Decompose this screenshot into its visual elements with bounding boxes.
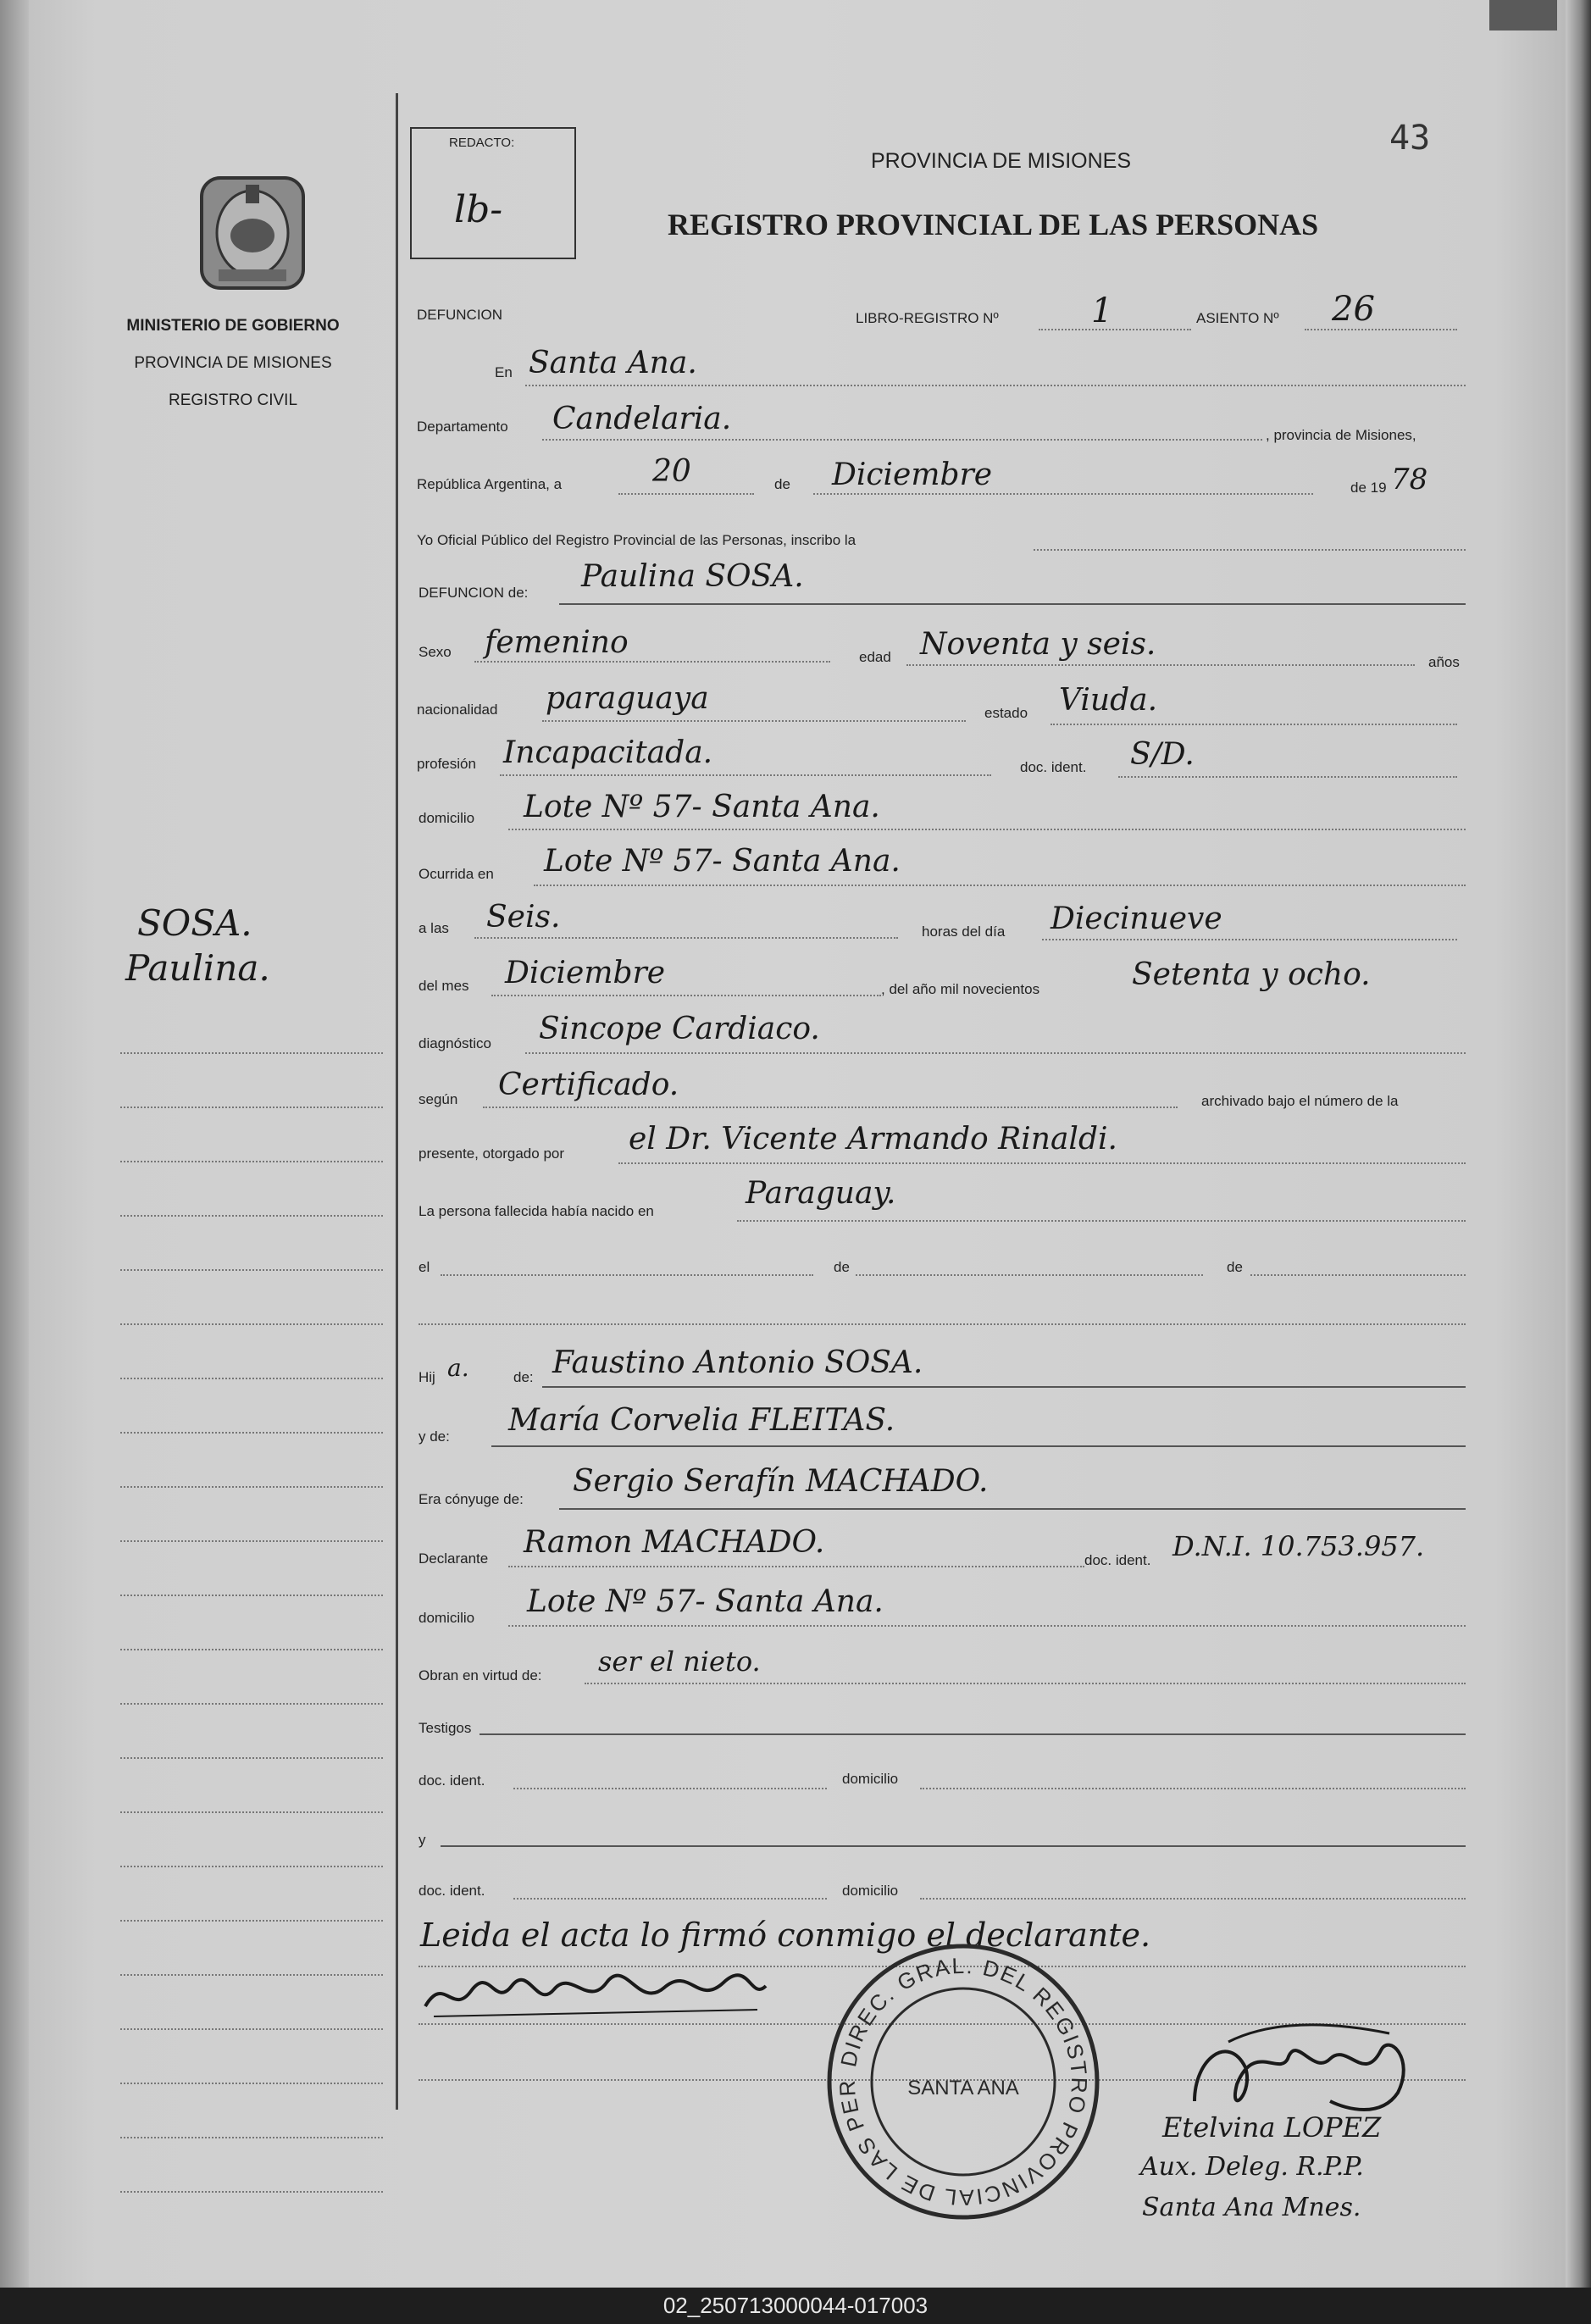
doc-dots [1118,776,1457,778]
domicilio2-label: domicilio [419,1610,475,1626]
alas-label: a las [419,920,449,936]
obran-dots [585,1683,1466,1684]
doc-label: doc. ident. [1020,759,1087,775]
book-top-edge [1489,0,1557,31]
el-dots [441,1274,813,1276]
mes-dots [491,995,881,996]
presente-value: el Dr. Vicente Armando Rinaldi. [629,1122,1117,1156]
provincia-label: , provincia de Misiones, [1266,427,1416,443]
el-label: el [419,1259,430,1275]
estado-dots [1051,724,1457,725]
declarant-signature [419,1957,774,2025]
redacto-box [410,127,576,259]
domicilio2-dots [508,1625,1466,1627]
official-stamp [823,1942,1103,2221]
profesion-dots [500,774,991,776]
year-prefix-label: de 19 [1350,480,1387,496]
doc2-label: doc. ident. [1084,1552,1151,1568]
nacido-label: La persona fallecida había nacido en [419,1203,654,1219]
domicilio-value: Lote Nº 57- Santa Ana. [524,790,880,824]
doc4-dots [513,1898,827,1900]
domicilio-label: domicilio [419,810,475,826]
ocurrida-dots [534,885,1466,886]
y-label: y [419,1832,426,1848]
ocurrida-label: Ocurrida en [419,866,494,882]
civil-registry-subtitle: REGISTRO CIVIL [168,391,298,409]
oficial-dots [1034,549,1466,551]
el-de-dots [856,1274,1203,1276]
document-id-footer: 02_250713000044-017003 [0,2288,1591,2324]
closing-note: Leida el acta lo firmó conmigo el declarante. [420,1916,1151,1954]
domicilio3-dots [920,1788,1466,1789]
declarante-dots [508,1566,1084,1567]
anos-label: años [1428,654,1460,670]
el-de2-dots [1250,1274,1466,1276]
libro-value: 1 [1091,291,1113,330]
obran-value: ser el nieto. [598,1645,761,1678]
estado-value: Viuda. [1059,683,1158,718]
province-subtitle: PROVINCIA DE MISIONES [134,354,332,372]
estado-label: estado [984,705,1028,721]
asiento-label: ASIENTO Nº [1196,310,1279,326]
republica-label: República Argentina, a [417,476,563,492]
conyuge-value: Sergio Serafín MACHADO. [573,1464,989,1499]
segun-label: según [419,1091,458,1107]
testigos-rule [480,1733,1466,1735]
deceased-label: DEFUNCION de: [419,585,529,601]
profesion-value: Incapacitada. [503,735,713,770]
nacionalidad-value: paraguaya [546,681,709,716]
month-value: Diciembre [832,458,993,492]
testigos-label: Testigos [419,1720,472,1736]
hij-suffix: a. [447,1354,469,1382]
asiento-value: 26 [1332,290,1375,329]
margin-ruled-lines [120,1000,383,2193]
departamento-value: Candelaria. [552,402,732,436]
segun-dots [483,1107,1178,1108]
deceased-rule [559,603,1466,605]
oficial-statement: Yo Oficial Público del Registro Provincial de las Personas, inscribo la [417,532,856,548]
book-binding [0,0,29,2288]
el-de2-label: de [1227,1259,1243,1275]
doc-value: S/D. [1130,737,1195,772]
month-dots [813,493,1313,495]
padre-rule [542,1386,1466,1388]
mes-value: Diciembre [505,956,666,990]
domicilio4-label: domicilio [842,1883,899,1899]
dia-value: Diecinueve [1051,901,1222,936]
redacto-initials: lb- [454,188,503,231]
nacido-value: Paraguay. [746,1176,896,1211]
doc4-label: doc. ident. [419,1883,485,1899]
madre-label: y de: [419,1428,450,1445]
presente-label: presente, otorgado por [419,1145,565,1162]
edad-dots [906,664,1415,666]
anio-label: , del año mil novecientos [881,981,1040,997]
domicilio-dots [508,829,1466,830]
alas-dots [474,937,898,939]
el-de-label: de [834,1259,850,1275]
libro-dots [1039,329,1191,330]
obran-label: Obran en virtud de: [419,1667,542,1683]
libro-label: LIBRO-REGISTRO Nº [856,310,999,326]
mes-label: del mes [419,978,469,994]
sexo-value: femenino [485,625,629,660]
declarante-label: Declarante [419,1550,489,1567]
diagnostico-label: diagnóstico [419,1035,492,1051]
alas-value: Seis. [486,900,561,935]
madre-value: María Corvelia FLEITAS. [508,1403,895,1438]
hij-label: Hij [419,1369,435,1385]
coat-of-arms-icon [193,169,312,297]
nacionalidad-label: nacionalidad [417,702,498,718]
form-type-label: DEFUNCION [417,307,503,323]
en-label: En [495,364,513,380]
stamp-inner-text: SANTA ANA [907,2077,1019,2099]
redacto-label: REDACTO: [449,136,515,150]
diagnostico-value: Sincope Cardiaco. [539,1012,820,1046]
margin-divider [396,93,398,2110]
horas-label: horas del día [922,923,1006,940]
page-number: 43 [1389,119,1431,158]
domicilio3-label: domicilio [842,1771,899,1787]
margin-name: Paulina. [125,947,270,989]
hij-de-label: de: [513,1369,534,1385]
ocurrida-value: Lote Nº 57- Santa Ana. [544,844,901,879]
sexo-dots [474,661,830,663]
presente-dots [618,1162,1466,1164]
doc2-value: D.N.I. 10.753.957. [1172,1530,1425,1562]
date-de-label: de [774,476,790,492]
segun-value: Certificado. [498,1068,679,1102]
doc3-label: doc. ident. [419,1772,485,1789]
page-edge-shadow [1566,0,1591,2288]
ministry-title: MINISTERIO DE GOBIERNO [126,317,340,335]
y-rule [441,1845,1466,1847]
blank-dots [419,1323,1466,1325]
departamento-dots [542,439,1262,441]
diagnostico-dots [525,1052,1466,1054]
declarante-value: Ramon MACHADO. [524,1525,825,1560]
archivado-label: archivado bajo el número de la [1201,1093,1399,1109]
anio-value: Setenta y ocho. [1132,957,1371,992]
conyuge-rule [559,1508,1466,1510]
madre-rule [491,1445,1466,1447]
edad-label: edad [859,649,891,665]
nacido-dots [737,1220,1466,1222]
departamento-label: Departamento [417,419,508,435]
day-dots [618,493,754,495]
day-value: 20 [652,454,691,489]
en-dots [525,385,1466,386]
dia-dots [1042,939,1457,940]
sexo-label: Sexo [419,644,452,660]
domicilio4-dots [920,1898,1466,1900]
margin-surname: SOSA. [137,902,252,944]
official-place: Santa Ana Mnes. [1142,2193,1361,2222]
year-value: 78 [1391,463,1428,496]
official-title: Aux. Deleg. R.P.P. [1140,2152,1364,2182]
stamp-outer-text: DIREC. GRAL. DEL REGISTRO PROVINCIAL DE LAS PER [834,1952,1093,2211]
official-name: Etelvina LOPEZ [1162,2111,1382,2144]
conyuge-label: Era cónyuge de: [419,1491,524,1507]
padre-value: Faustino Antonio SOSA. [552,1345,923,1380]
province-heading: PROVINCIA DE MISIONES [871,149,1132,173]
profesion-label: profesión [417,756,476,772]
en-value: Santa Ana. [529,346,697,380]
asiento-dots [1305,329,1457,330]
edad-value: Noventa y seis. [920,627,1156,662]
registry-heading: REGISTRO PROVINCIAL DE LAS PERSONAS [668,208,1319,241]
deceased-name: Paulina SOSA. [581,559,804,594]
nacionalidad-dots [542,720,966,722]
domicilio2-value: Lote Nº 57- Santa Ana. [527,1584,884,1619]
doc3-dots [513,1788,827,1789]
